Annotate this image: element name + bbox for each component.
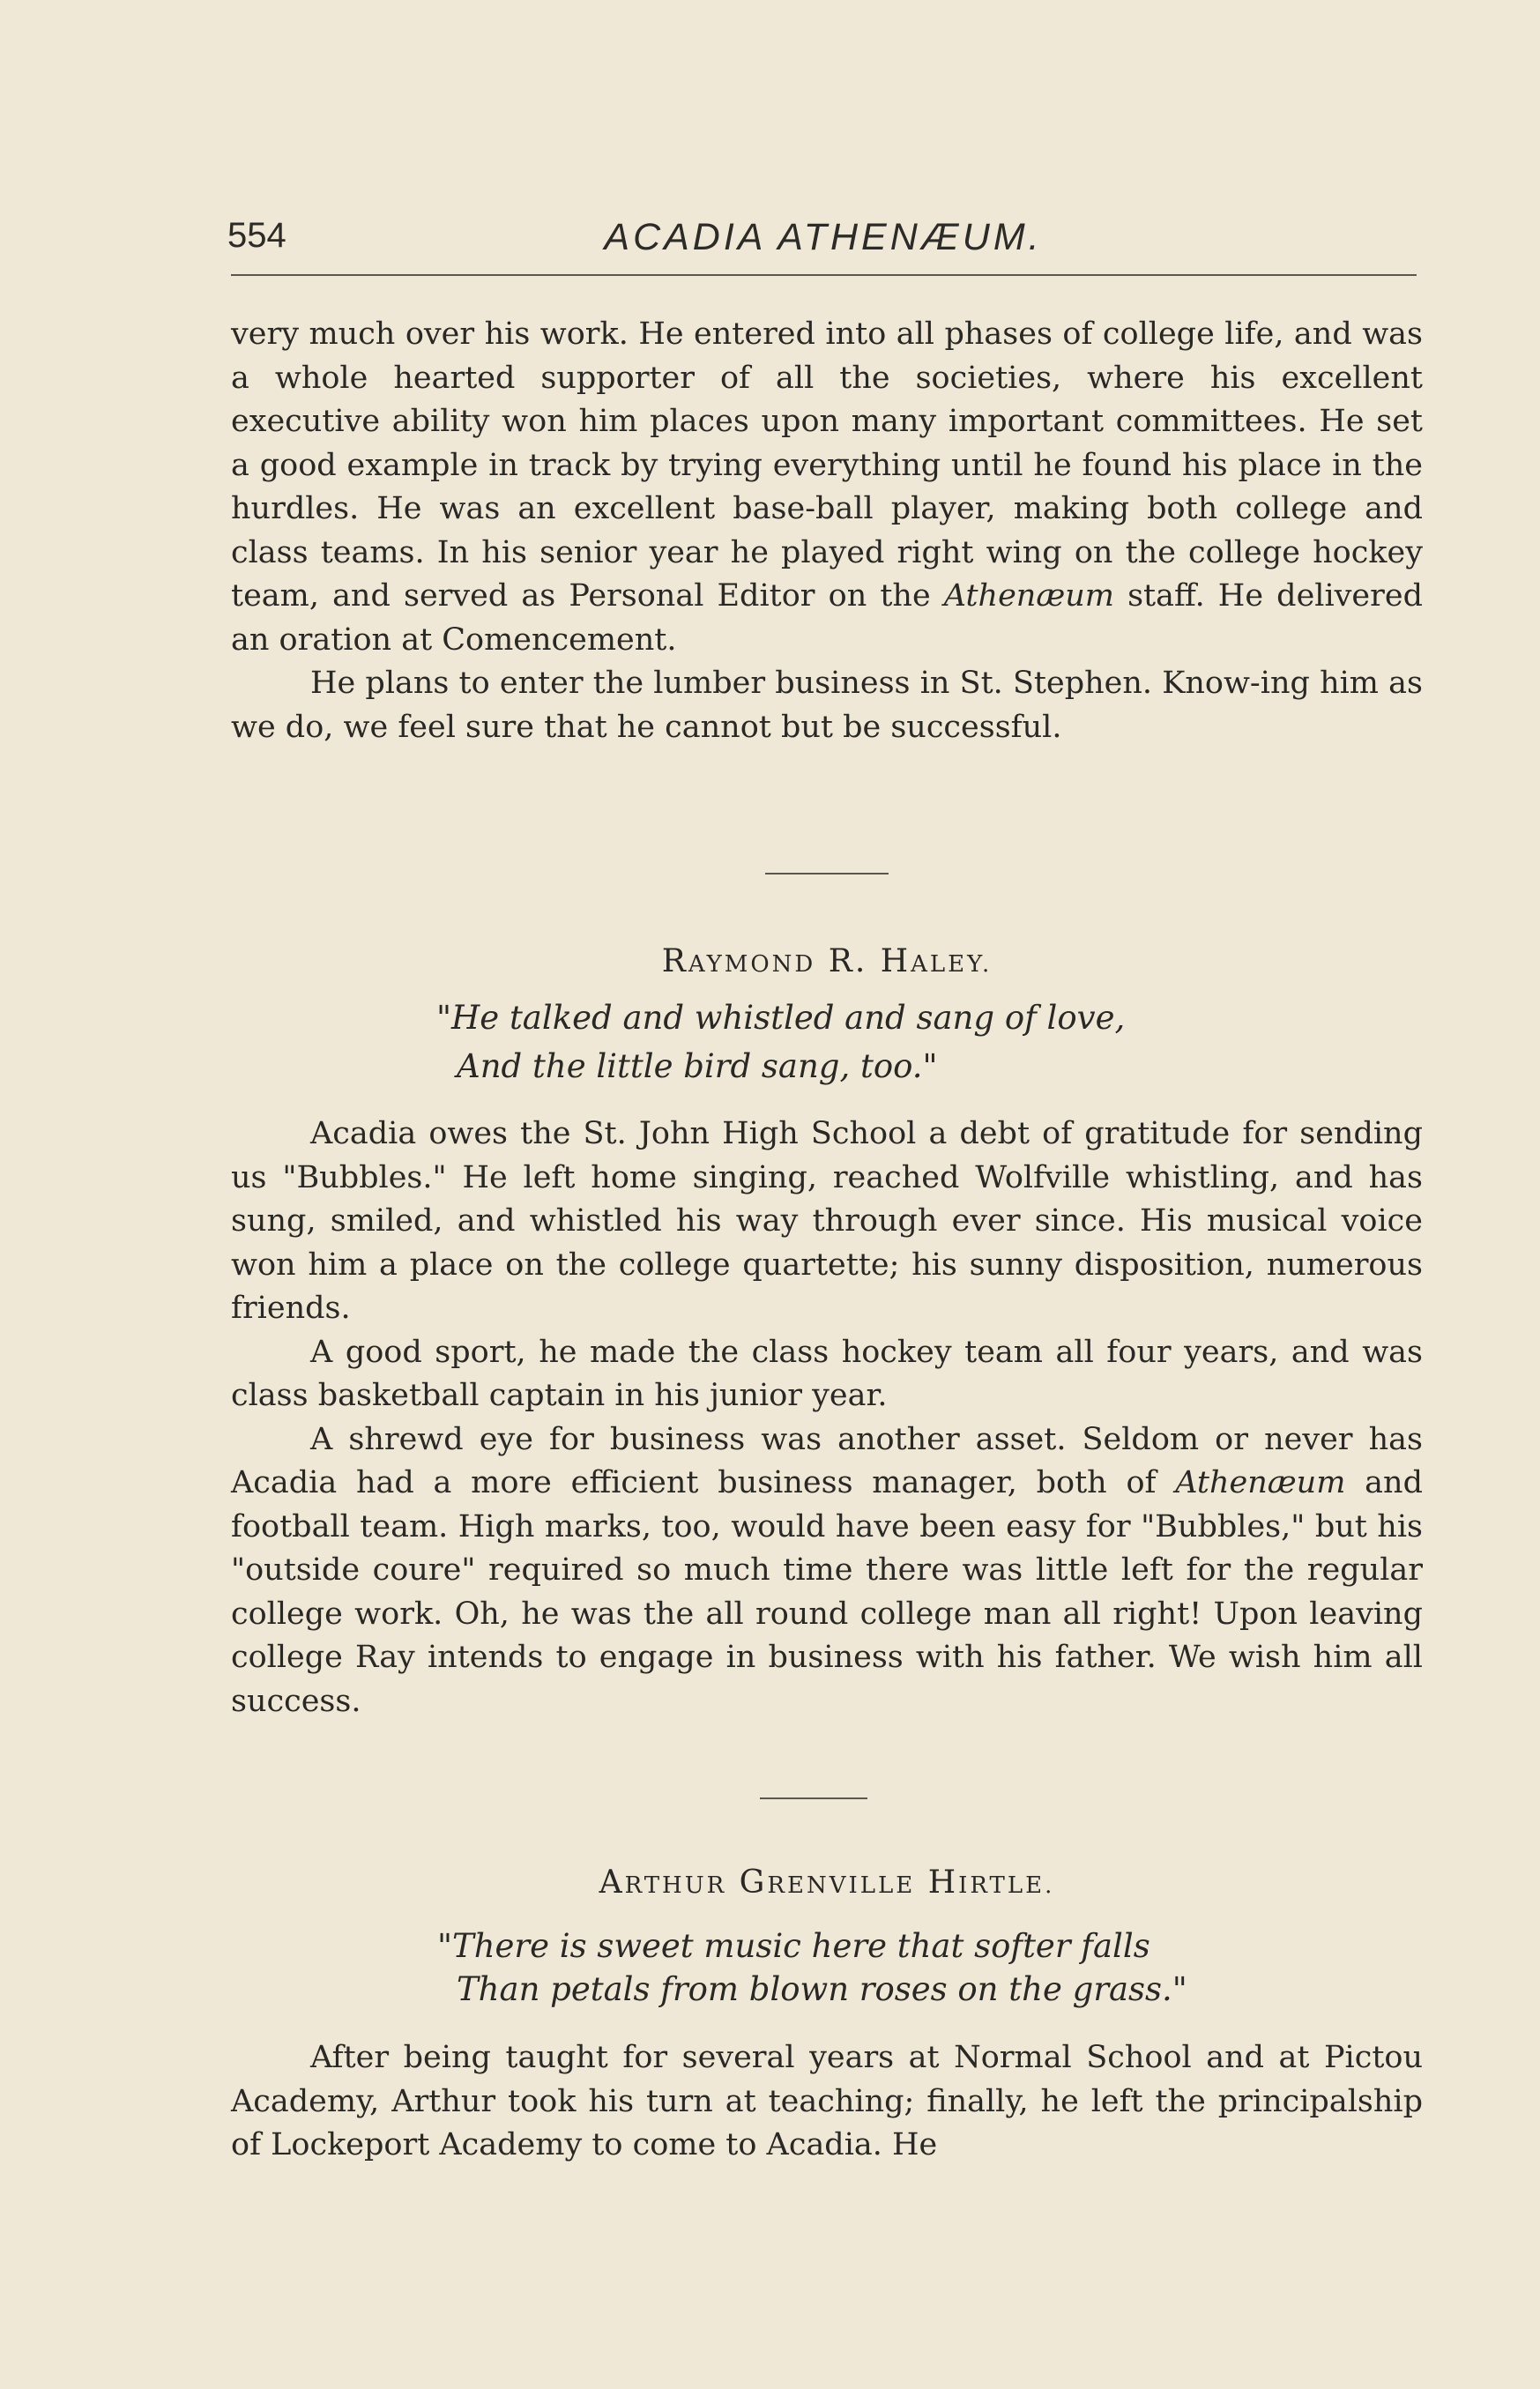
header-rule bbox=[231, 274, 1417, 276]
haley-biography bbox=[231, 1113, 1423, 1723]
epigraph-line: "There is sweet music here that softer falls bbox=[437, 1927, 1150, 1965]
page-header bbox=[227, 216, 1419, 269]
paragraph: After being taught for several years at Normal School and at Pictou Academy, Arthur took his turn at teaching; finally, he left the principalship of Lockeport Academy to come to Acadia. He bbox=[231, 2040, 1423, 2162]
epigraph-line: And the little bird sang, too." bbox=[457, 1047, 938, 1085]
section-heading-hirtle: ARTHUR GRENVILLE HIRTLE. bbox=[599, 1864, 1055, 1901]
section-divider bbox=[760, 1797, 867, 1799]
page-number: 554 bbox=[227, 216, 286, 255]
paragraph: Acadia owes the St. John High School a debt of gratitude for sending us "Bubbles." He left home singing, reached Wolfville whistling, and has sung, smiled, and whistled his way through ever since. His musical voice won him a place on the college quartette; his sunny disposition, numerous friends. bbox=[231, 1116, 1423, 1326]
paragraph: A good sport, he made the class hockey team all four years, and was class basketball captain in his junior year. bbox=[231, 1334, 1423, 1413]
paragraph: A shrewd eye for business was another asset. Seldom or never has Acadia had a more efficient business manager, both of Athenæum and football team. High marks, too, would have been easy for "Bubbles," but his "outside coure" required so much time there was little left for the regular college work. Oh, he was the all round college man all right! Upon leaving college Ray intends to engage in business with his father. We wish him all success. bbox=[231, 1421, 1423, 1719]
paragraph: He plans to enter the lumber business in St. Stephen. Know-ing him as we do, we feel sure that he cannot but be successful. bbox=[231, 666, 1423, 745]
running-title: ACADIA ATHENÆUM. bbox=[604, 216, 1043, 258]
continued-biography bbox=[231, 313, 1423, 749]
epigraph-line: "He talked and whistled and sang of love, bbox=[436, 999, 1126, 1037]
paragraph: very much over his work. He entered into all phases of college life, and was a whole hearted supporter of all the societies, where his excellent executive ability won him places upon many important committees. He set a good example in track by trying everything until he found his place in the hurdles. He was an excellent base-ball player, making both college and class teams. In his senior year he played right wing on the college hockey team, and served as Personal Editor on the Athenæum staff. He delivered an oration at Comencement. bbox=[231, 316, 1423, 658]
section-divider bbox=[765, 873, 889, 874]
epigraph-line: Than petals from blown roses on the grass." bbox=[457, 1970, 1187, 2008]
section-heading-haley: RAYMOND R. HALEY. bbox=[661, 943, 993, 979]
hirtle-biography bbox=[231, 2036, 1423, 2168]
